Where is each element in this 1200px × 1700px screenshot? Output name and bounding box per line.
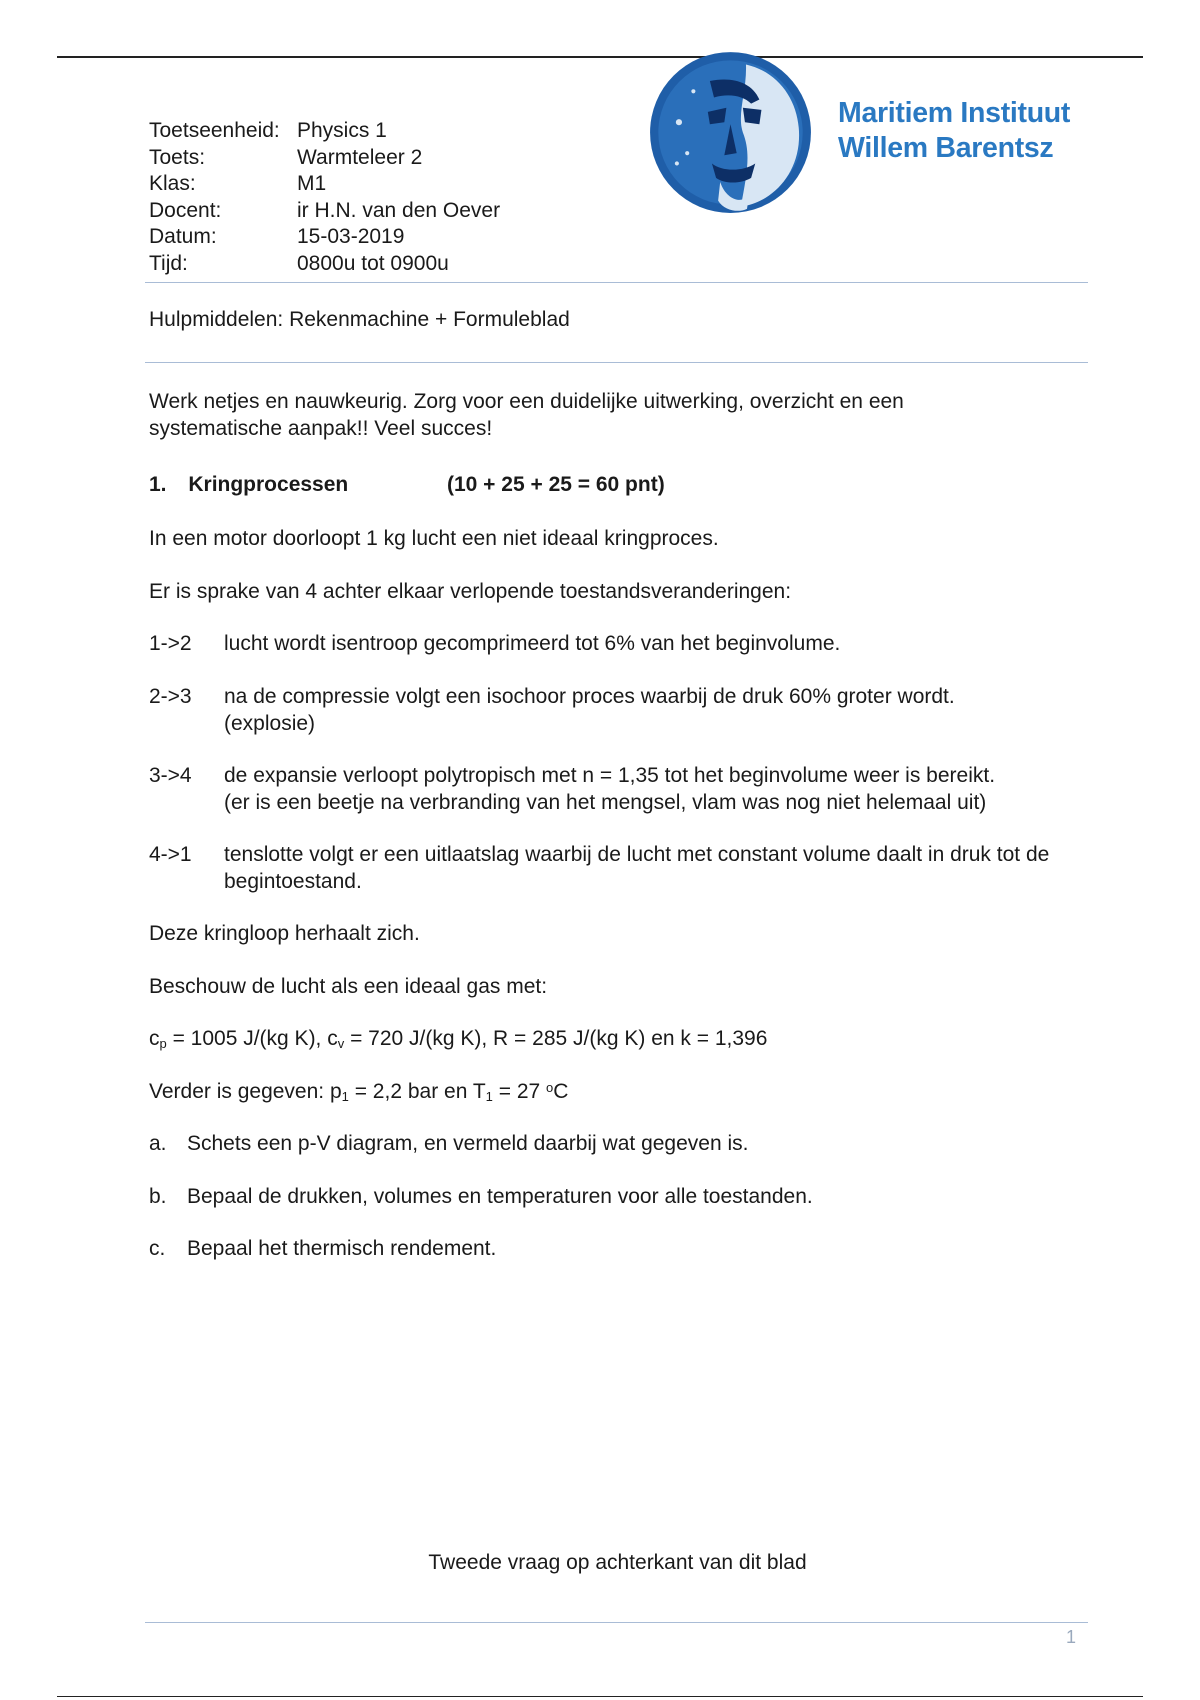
paragraph: Er is sprake van 4 achter elkaar verlopende toestandsveranderingen:	[149, 580, 792, 603]
footer-rule	[145, 1622, 1088, 1623]
subquestion: c. Bepaal het thermisch rendement.	[149, 1237, 497, 1260]
institute-logo	[648, 50, 813, 215]
rule-after-meta	[145, 282, 1088, 283]
meta-row: Tijd: 0800u tot 0900u	[149, 251, 449, 275]
subquestion: a. Schets een p-V diagram, en vermeld daarbij wat gegeven is.	[149, 1132, 749, 1155]
intro-text: Werk netjes en nauwkeurig. Zorg voor een duidelijke uitwerking, overzicht en een systematische aanpak!! Veel succes!	[149, 390, 904, 440]
paragraph: Deze kringloop herhaalt zich.	[149, 922, 420, 945]
subquestion: b. Bepaal de drukken, volumes en temperaturen voor alle toestanden.	[149, 1185, 813, 1208]
paragraph: In een motor doorloopt 1 kg lucht een niet ideaal kringproces.	[149, 527, 719, 550]
given-values: Verder is gegeven: $p_1 = 2,2$ bar en $T_1 = 27$ $^o$C	[149, 1080, 569, 1104]
top-rule	[57, 56, 1143, 58]
meta-row: Toets: Warmteleer 2	[149, 145, 423, 169]
allowed-aids: Hulpmiddelen: Rekenmachine + Formuleblad	[149, 308, 570, 331]
exam-metadata	[149, 118, 500, 278]
bottom-rule	[57, 1696, 1143, 1697]
process-step: 4->1 tenslotte volgt er een uitlaatslag waarbij de lucht met constant volume daalt in druk tot de begintoestand.	[149, 843, 1050, 893]
page-number: 1	[1066, 1627, 1077, 1647]
process-step: 1->2 lucht wordt isentroop gecomprimeerd tot 6% van het beginvolume.	[149, 632, 841, 655]
process-step: 3->4 de expansie verloopt polytropisch met n = 1,35 tot het beginvolume weer is bereikt. (er is een beetje na verbranding van het mengsel, vlam was nog niet helemaal uit)	[149, 764, 996, 814]
institute-name: Maritiem Instituut Willem Barentsz	[838, 97, 1071, 164]
meta-row: Datum: 15-03-2019	[149, 225, 405, 249]
gas-constants: $c_p = 1005$ J/(kg K), $c_v = 720$ J/(kg K), R = 285 J/(kg K) en k = 1,396	[149, 1027, 768, 1051]
process-step: 2->3 na de compressie volgt een isochoor proces waarbij de druk 60% groter wordt. (explosie)	[149, 685, 955, 735]
question-heading: 1. Kringprocessen (10 + 25 + 25 = 60 pnt)	[149, 473, 665, 496]
rule-after-aids	[145, 362, 1088, 363]
meta-row: Docent: ir H.N. van den Oever	[149, 198, 501, 222]
paragraph: Beschouw de lucht als een ideaal gas met:	[149, 975, 548, 998]
footer-note: Tweede vraag op achterkant van dit blad	[428, 1551, 807, 1574]
meta-row: Klas: M1	[149, 172, 327, 196]
meta-row: Toetseenheid: Physics 1	[149, 119, 387, 142]
